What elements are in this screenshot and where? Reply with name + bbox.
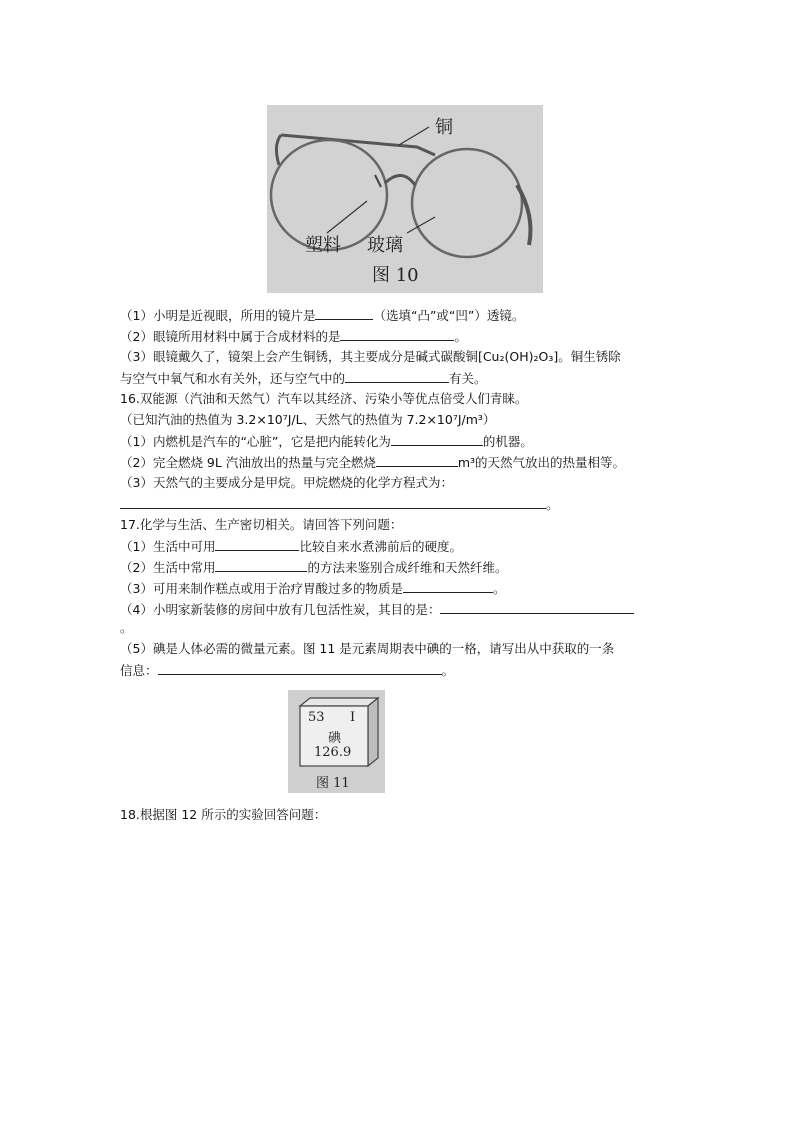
q15-item-2 — [120, 327, 467, 346]
q17-s5-text-end: 。 — [441, 663, 455, 678]
figure-11-iodine-cell — [288, 690, 385, 793]
q18-stem: 18.根据图 12 所示的实验回答问题： — [120, 807, 327, 822]
q17-item-2 — [120, 558, 507, 577]
q16-s2-blank[interactable] — [376, 453, 458, 467]
q17-s5-text: 信息： — [120, 663, 158, 678]
q16-item-1 — [120, 432, 533, 451]
q17-item-3 — [120, 579, 505, 598]
q17-s5-blank[interactable] — [158, 661, 442, 675]
q15-item-3-line1: （3）眼镜戴久了，镜架上会产生铜锈，其主要成分是碱式碳酸铜[Cu₂(OH)₂O₃]。铜生锈除 — [120, 349, 621, 364]
q16-item-2 — [120, 453, 625, 472]
q17-item-4 — [120, 600, 634, 619]
element-name: 碘 — [328, 731, 342, 746]
q17-s2-text: （2）生活中常用 — [120, 560, 216, 575]
q17-item-1 — [120, 537, 462, 556]
q16-s1-text-end: 的机器。 — [482, 434, 533, 449]
figure-10-glasses — [267, 105, 543, 293]
element-mass: 126.9 — [314, 745, 352, 760]
q17-item-5-line2 — [120, 661, 454, 680]
q15-s1-text-end: （选填“凸”或“凹”）透镜。 — [373, 308, 525, 323]
q16-s1-text: （1）内燃机是汽车的“心脏”，它是把内能转化为 — [120, 434, 391, 449]
q15-s3-text-end: 有关。 — [449, 371, 487, 386]
q17-s4-text: （4）小明家新装修的房间中放有几包活性炭，其目的是： — [120, 602, 441, 617]
q16-s1-blank[interactable] — [391, 432, 483, 446]
label-plastic: 塑料 — [305, 235, 341, 256]
q16-stem: 16.双能源（汽油和天然气）汽车以其经济、污染小等优点倍受人们青睐。 — [120, 391, 528, 406]
q17-s4-blank[interactable] — [440, 600, 634, 614]
label-glass: 玻璃 — [367, 235, 403, 256]
q16-item-3: （3）天然气的主要成分是甲烷。甲烷燃烧的化学方程式为： — [120, 475, 453, 490]
element-symbol: I — [350, 710, 356, 725]
element-number: 53 — [308, 710, 325, 725]
q16-s2-text-end: m³的天然气放出的热量相等。 — [457, 455, 626, 470]
q17-s1-blank[interactable] — [215, 537, 299, 551]
q15-s2-text: （2）眼镜所用材料中属于合成材料的是 — [120, 329, 341, 344]
q17-s1-text: （1）生活中可用 — [120, 539, 216, 554]
q15-s3-blank[interactable] — [345, 369, 449, 383]
figure-10-caption: 图 10 — [372, 265, 419, 286]
label-copper: 铜 — [435, 117, 453, 138]
q15-item-3-line2 — [120, 369, 487, 388]
q15-s2-text-end: 。 — [454, 329, 467, 344]
q15-s3-text: 与空气中氧气和水有关外，还与空气中的 — [120, 371, 346, 386]
q15-s1-blank[interactable] — [315, 306, 373, 320]
q15-s2-blank[interactable] — [340, 327, 454, 341]
q17-s3-blank[interactable] — [403, 579, 493, 593]
q15-item-1 — [120, 306, 524, 325]
figure-11-caption: 图 11 — [316, 776, 350, 791]
q16-s3-end: 。 — [546, 497, 559, 512]
q17-s2-blank[interactable] — [215, 558, 307, 572]
q17-item-5-line1: （5）碘是人体必需的微量元素。图 11 是元素周期表中碘的一格，请写出从中获取的一条 — [120, 641, 615, 656]
q16-item-3-answer — [120, 495, 559, 514]
q17-s1-text-end: 比较自来水煮沸前后的硬度。 — [299, 539, 462, 554]
q17-stem: 17.化学与生活、生产密切相关。请回答下列问题： — [120, 517, 403, 532]
q17-s2-text-end: 的方法来鉴别合成纤维和天然纤维。 — [307, 560, 508, 575]
q17-item-4-end: 。 — [120, 620, 133, 635]
q16-s2-text: （2）完全燃烧 9L 汽油放出的热量与完全燃烧 — [120, 455, 376, 470]
q16-s3-blank[interactable] — [120, 495, 546, 509]
q17-s3-text: （3）可用来制作糕点或用于治疗胃酸过多的物质是 — [120, 581, 403, 596]
q17-s3-text-end: 。 — [492, 581, 506, 596]
q16-given: （已知汽油的热值为 3.2×10⁷J/L、天然气的热值为 7.2×10⁷J/m³） — [120, 412, 496, 427]
q15-s1-text: （1）小明是近视眼，所用的镜片是 — [120, 308, 316, 323]
